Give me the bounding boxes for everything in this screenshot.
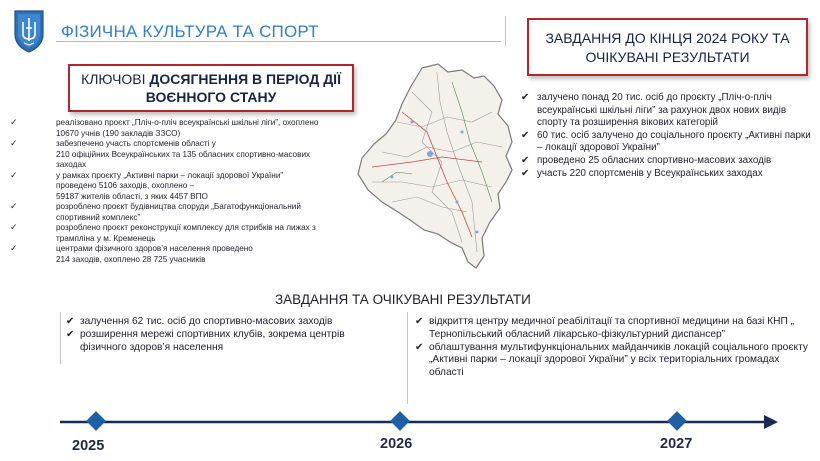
timeline-year-2026: 2026 <box>380 436 413 452</box>
task-2026-item-text: відкриття центру медичної реабілітації та спортивної медицини на базі КНП „ Тернопільський обласний лікарсько-фізкультурний диспансер” <box>429 316 795 340</box>
achievement-item <box>10 255 370 266</box>
achievement-text: 59187 жителів області, з яких 4457 ВПО <box>56 191 208 201</box>
checkmark-icon: ✓ <box>10 117 18 127</box>
checkmark-icon: ✔ <box>415 341 424 353</box>
checkmark-icon: ✔ <box>415 316 424 327</box>
tasks-2024-list <box>521 92 811 180</box>
achievement-item <box>10 223 370 234</box>
task-2024-item-text: 60 тис. осіб залучено до соціального проєкту „Активні парки – локації здорової України” <box>537 129 811 154</box>
timeline-marker-2025 <box>86 411 106 431</box>
task-2024-item-text: участь 220 спортсменів у Всеукраїнських заходах <box>537 167 763 179</box>
checkmark-icon: ✔ <box>521 154 530 166</box>
timeline-year-2025: 2025 <box>72 438 105 454</box>
achievement-text: 210 офіційних Всеукраїнських та 135 обласних спортивно-масових <box>56 149 311 159</box>
achievement-item <box>10 150 370 161</box>
timeline-marker-2027 <box>667 411 687 431</box>
achievement-text: 10670 учнів (190 закладів ЗЗСО) <box>56 128 181 138</box>
column-separator-2025 <box>60 312 61 364</box>
title-underline <box>56 41 501 42</box>
coat-of-arms-icon <box>12 8 46 54</box>
task-2024-item-text: залучено понад 20 тис. осіб до проєкту „Пліч-о-пліч всеукраїнські шкільні ліги” за рахунок двох нових видів спорту та розширення вікових категорій <box>537 92 787 129</box>
task-2025-item <box>66 316 386 329</box>
checkmark-icon: ✔ <box>66 328 75 340</box>
achievement-item <box>10 129 370 140</box>
task-2024-item <box>521 155 811 168</box>
task-2025-item-text: розширення мережі спортивних клубів, зокрема центрів фізичного здоров’я населення <box>80 328 345 353</box>
achievement-text: трампліна у м. Кременець <box>56 233 156 243</box>
task-2026-item-text: облаштування мультифункціональних майданчиків локацій соціального проєкту „Активні парки – локації здорової України” у всіх територіальних громадах області <box>429 341 808 379</box>
task-2025-item <box>66 329 386 355</box>
achievement-item <box>10 234 370 245</box>
achievements-heading-line2: ВОЄННОГО СТАНУ <box>145 89 277 105</box>
page-title: ФІЗИЧНА КУЛЬТУРА ТА СПОРТ <box>61 22 319 41</box>
achievements-heading-box <box>68 64 354 112</box>
achievement-text: у рамках проєкту „Активні парки – локації здорової України” <box>56 170 284 180</box>
task-2026-item <box>415 342 815 380</box>
column-separator-2026 <box>407 312 408 404</box>
achievement-text: проведено 5106 заходів, охоплено – <box>56 181 195 190</box>
tasks-2026-list <box>415 316 815 380</box>
task-2025-item-text: залучення 62 тис. осіб до спортивно-масових заходів <box>80 316 333 327</box>
achievement-item <box>10 202 370 213</box>
checkmark-icon: ✓ <box>10 169 18 180</box>
section-title: ЗАВДАННЯ ТА ОЧІКУВАНІ РЕЗУЛЬТАТИ <box>275 292 531 307</box>
header-divider <box>505 16 506 46</box>
tasks-2024-heading-box <box>527 18 808 76</box>
achievement-item <box>10 118 370 129</box>
achievement-text: реалізовано проєкт „Пліч-о-пліч всеукраїнські шкільні ліги”, охоплено <box>56 118 319 127</box>
task-2026-item <box>415 316 815 342</box>
task-2024-item <box>521 130 811 155</box>
checkmark-icon: ✔ <box>66 316 75 327</box>
achievements-heading-line1: КЛЮЧОВІ ДОСЯГНЕННЯ В ПЕРІОД ДІЇ <box>81 71 341 87</box>
achievement-text: спортивний комплекс” <box>56 212 141 222</box>
checkmark-icon: ✔ <box>521 92 530 103</box>
checkmark-icon: ✓ <box>10 201 18 211</box>
tasks-heading-line2: ОЧІКУВАНІ РЕЗУЛЬТАТИ <box>585 49 750 65</box>
task-2024-item-text: проведено 25 обласних спортивно-масових заходів <box>537 154 772 166</box>
achievements-list <box>10 118 370 265</box>
achievement-text: розроблено проєкт реконструкції комплексу для стрибків на лижах з <box>56 223 316 232</box>
achievement-text: 214 заходів, охоплено 28 725 учасників <box>56 254 206 264</box>
tasks-2025-list <box>66 316 386 354</box>
task-2024-item <box>521 92 811 130</box>
achievement-text: забезпечено участь спортсменів області у <box>56 139 216 148</box>
ternopil-oblast-map-icon <box>352 62 530 272</box>
tasks-heading-line1: ЗАВДАННЯ ДО КІНЦЯ 2024 РОКУ ТА <box>545 30 790 46</box>
achievement-item <box>10 244 370 255</box>
timeline-marker-2026 <box>390 411 410 431</box>
achievement-text: центрами фізичного здоров’я населення проведено <box>56 244 253 253</box>
timeline-year-2027: 2027 <box>660 436 693 452</box>
achievement-text: розроблено проєкт будівництва споруди „Багатофункціональний <box>56 202 301 211</box>
achievement-text: заходах <box>56 160 87 169</box>
checkmark-icon: ✓ <box>10 222 18 232</box>
achievement-item <box>10 213 370 224</box>
timeline-arrowhead <box>764 415 778 429</box>
checkmark-icon: ✓ <box>10 243 18 253</box>
achievement-item <box>10 160 370 171</box>
checkmark-icon: ✔ <box>521 167 530 179</box>
achievement-item <box>10 192 370 203</box>
checkmark-icon: ✔ <box>521 129 530 141</box>
task-2024-item <box>521 168 811 181</box>
achievement-item <box>10 139 370 150</box>
achievement-item <box>10 181 370 192</box>
achievement-item <box>10 171 370 182</box>
checkmark-icon: ✓ <box>10 138 18 148</box>
